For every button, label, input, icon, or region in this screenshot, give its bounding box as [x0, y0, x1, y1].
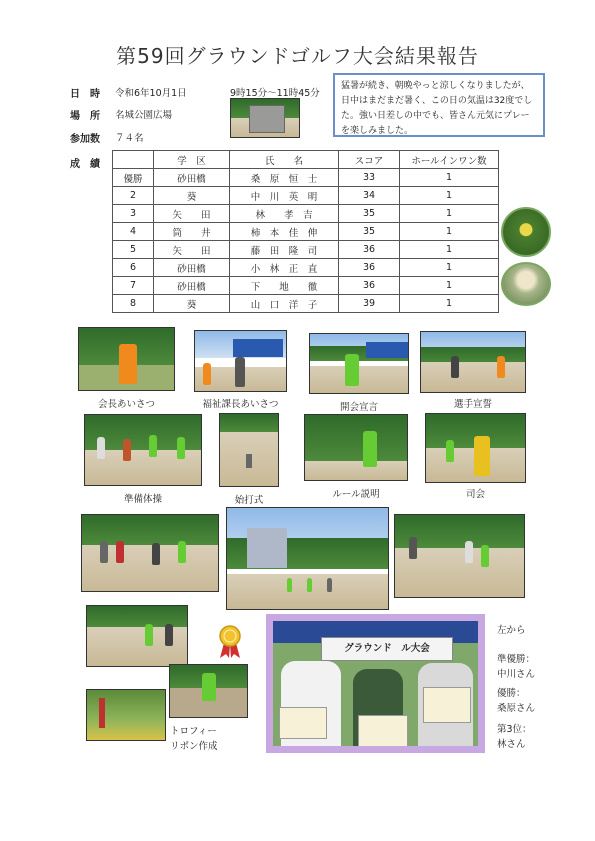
table-row: 5 矢 田 藤 田 隆 司 36 1	[113, 241, 499, 259]
date-label: 日 時	[70, 89, 100, 100]
caption-ribbon: リボン作成	[170, 741, 218, 752]
photo-oath	[420, 331, 526, 393]
table-row: 優勝 砂田橋 桑 原 恒 士 33 1	[113, 169, 499, 187]
col-header-hole-in-one: ホールインワン数	[400, 151, 499, 169]
page-title: 第59回グラウンドゴルフ大会結果報告	[116, 44, 479, 68]
flower-photo-grass	[501, 262, 551, 306]
table-row: 6 砂田橋 小 林 正 直 36 1	[113, 259, 499, 277]
third-place-label: 第3位：	[497, 724, 532, 735]
weather-note: 猛暑が続き、朝晩やっと涼しくなりましたが、日中はまだまだ暑く、この日の気温は32度でした。強い日差しの中でも、皆さん元気にプレーを楽しみました。	[333, 73, 545, 137]
award-from-label: 左から	[497, 625, 526, 636]
first-place-name: 桑原さん	[497, 703, 536, 714]
photo-play-4	[86, 605, 188, 667]
caption-rules: ルール説明	[332, 489, 380, 500]
photo-welfare-greeting	[194, 330, 287, 392]
time-value: 9時15分～11時45分	[230, 88, 320, 99]
second-place-name: 中川さん	[497, 669, 536, 680]
date-value: 令和6年10月1日	[115, 88, 187, 99]
table-row: 8 葵 山 口 洋 子 39 1	[113, 295, 499, 313]
place-label: 場 所	[70, 111, 100, 122]
caption-welfare: 福祉課長あいさつ	[202, 399, 279, 410]
photo-ceremonial-shot	[219, 413, 279, 487]
col-header-name: 氏 名	[230, 151, 339, 169]
photo-warmup	[84, 414, 202, 486]
caption-oath: 選手宣誓	[453, 399, 492, 410]
results-label: 成 績	[70, 159, 100, 170]
results-table	[112, 150, 499, 313]
count-label: 参加数	[70, 134, 100, 145]
photo-opening-declaration	[309, 333, 409, 394]
caption-chairman: 会長あいさつ	[97, 399, 155, 410]
photo-play-3	[394, 514, 525, 598]
caption-trophy: トロフィー	[170, 726, 217, 737]
table-row: 2 葵 中 川 英 明 34 1	[113, 187, 499, 205]
award-banner: グラウンド ル大会	[321, 637, 453, 661]
place-value: 名城公園広場	[115, 110, 173, 121]
caption-warmup: 準備体操	[123, 494, 162, 505]
table-row: 7 砂田橋 下 地 徹 36 1	[113, 277, 499, 295]
award-photo	[273, 621, 478, 746]
col-header-score: スコア	[339, 151, 400, 169]
caption-ceremonial-shot: 始打式	[234, 495, 264, 506]
photo-play-1	[81, 514, 219, 592]
caption-mc: 司会	[465, 489, 485, 500]
second-place-label: 準優勝：	[497, 654, 536, 665]
award-photo-frame	[266, 614, 485, 753]
caption-opening: 開会宣言	[339, 402, 378, 413]
photo-play-2	[226, 507, 389, 610]
venue-photo	[230, 98, 300, 138]
col-header-rank	[113, 151, 154, 169]
flower-photo-yellow	[501, 207, 551, 257]
photo-mc	[425, 413, 526, 483]
photo-rules	[304, 414, 408, 481]
third-place-name: 林さん	[497, 739, 526, 750]
photo-flowerbed	[86, 689, 166, 741]
table-row: 4 筒 井 柿 本 佳 伸 35 1	[113, 223, 499, 241]
count-value: ７４名	[115, 133, 144, 144]
col-header-district: 学 区	[154, 151, 230, 169]
table-row: 3 矢 田 林 孝 吉 35 1	[113, 205, 499, 223]
medal-icon	[218, 625, 242, 659]
photo-trophy-making	[169, 664, 248, 718]
first-place-label: 優勝：	[497, 688, 526, 699]
photo-chairman-greeting	[78, 327, 175, 391]
